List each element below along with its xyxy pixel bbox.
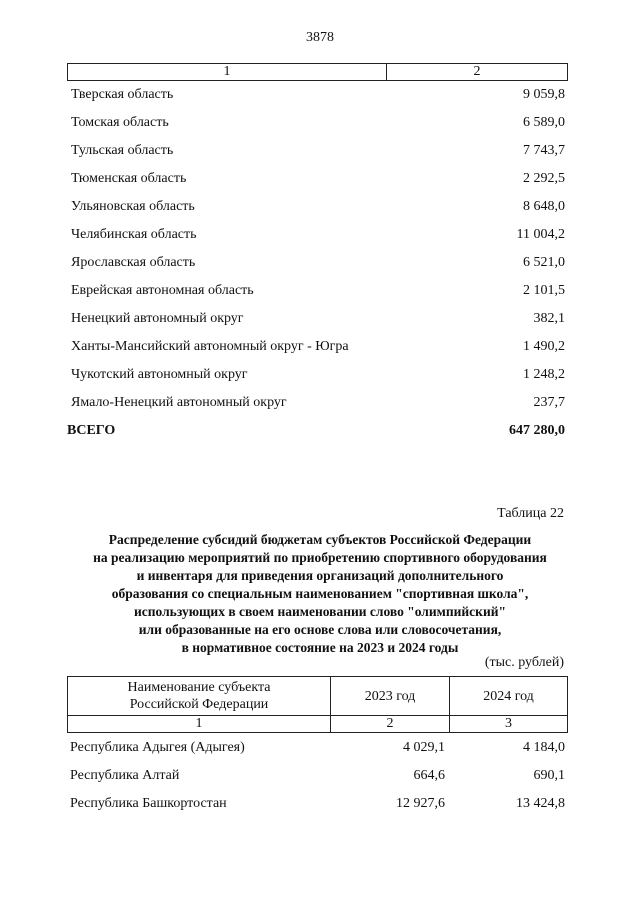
table-row bbox=[67, 139, 568, 167]
table-row bbox=[67, 736, 568, 764]
title-line: в нормативное состояние на 2023 и 2024 годы bbox=[181, 640, 459, 655]
region-name: Ненецкий автономный округ bbox=[71, 311, 244, 326]
table-row bbox=[67, 279, 568, 307]
col-number-3: 3 bbox=[450, 716, 568, 733]
table1-col-header-1: 1 bbox=[68, 64, 387, 81]
col-header-subject-line1: Наименование субъекта bbox=[127, 680, 271, 695]
region-value: 8 648,0 bbox=[523, 199, 565, 214]
region-value: 6 589,0 bbox=[523, 115, 565, 130]
region-name: Республика Башкортостан bbox=[70, 796, 227, 811]
region-value: 1 248,2 bbox=[523, 367, 565, 382]
col-header-subject-line2: Российской Федерации bbox=[129, 697, 269, 712]
table2-header bbox=[67, 676, 568, 733]
value-2024: 13 424,8 bbox=[516, 796, 565, 811]
region-name: Тульская область bbox=[71, 143, 174, 158]
value-2023: 12 927,6 bbox=[396, 796, 445, 811]
table-row bbox=[67, 391, 568, 419]
region-name: Ханты-Мансийский автономный округ - Югра bbox=[71, 339, 349, 354]
table-row bbox=[67, 792, 568, 820]
region-name: Челябинская область bbox=[71, 227, 197, 242]
value-2024: 4 184,0 bbox=[523, 740, 565, 755]
region-value: 7 743,7 bbox=[523, 143, 565, 158]
title-line: использующих в своем наименовании слово "олимпийский" bbox=[133, 604, 507, 619]
table-number: Таблица 22 bbox=[497, 506, 564, 521]
total-row bbox=[67, 419, 568, 447]
table-row bbox=[67, 307, 568, 335]
col-number-2: 2 bbox=[331, 716, 450, 733]
title-line: Распределение субсидий бюджетам субъектов Российской Федерации bbox=[108, 532, 532, 547]
region-name: Республика Алтай bbox=[70, 768, 180, 783]
table-row bbox=[67, 335, 568, 363]
region-name: Тверская область bbox=[71, 87, 174, 102]
region-value: 2 101,5 bbox=[523, 283, 565, 298]
title-line: на реализацию мероприятий по приобретению спортивного оборудования bbox=[93, 550, 547, 565]
title-line: образования со специальным наименованием "спортивная школа", bbox=[111, 586, 529, 601]
table-row bbox=[67, 251, 568, 279]
region-value: 9 059,8 bbox=[523, 87, 565, 102]
page-number: 3878 bbox=[306, 30, 334, 45]
table-row bbox=[67, 764, 568, 792]
col-number-1: 1 bbox=[68, 716, 331, 733]
table-row bbox=[67, 83, 568, 111]
region-name: Ярославская область bbox=[71, 255, 196, 270]
table-row bbox=[67, 167, 568, 195]
table2-body bbox=[67, 736, 568, 820]
col-header-2023: 2023 год bbox=[331, 677, 450, 716]
col-header-subject bbox=[68, 677, 331, 716]
table-row bbox=[67, 195, 568, 223]
title-line: или образованные на его основе слова или словосочетания, bbox=[138, 622, 502, 637]
region-name: Ульяновская область bbox=[71, 199, 195, 214]
region-name: Еврейская автономная область bbox=[71, 283, 254, 298]
region-value: 11 004,2 bbox=[516, 227, 565, 242]
total-value: 647 280,0 bbox=[509, 423, 565, 438]
value-2024: 690,1 bbox=[533, 768, 565, 783]
region-name: Республика Адыгея (Адыгея) bbox=[70, 740, 245, 755]
table1-body bbox=[67, 83, 568, 447]
value-2023: 4 029,1 bbox=[403, 740, 445, 755]
table-title bbox=[40, 531, 600, 657]
region-value: 2 292,5 bbox=[523, 171, 565, 186]
units-label: (тыс. рублей) bbox=[484, 655, 564, 670]
value-2023: 664,6 bbox=[413, 768, 445, 783]
region-name: Тюменская область bbox=[71, 171, 187, 186]
table-row bbox=[67, 363, 568, 391]
region-value: 382,1 bbox=[533, 311, 565, 326]
title-line: и инвентаря для приведения организаций дополнительного bbox=[136, 568, 504, 583]
region-value: 6 521,0 bbox=[523, 255, 565, 270]
region-value: 1 490,2 bbox=[523, 339, 565, 354]
table-row bbox=[67, 111, 568, 139]
region-name: Чукотский автономный округ bbox=[71, 367, 248, 382]
region-value: 237,7 bbox=[533, 395, 565, 410]
col-header-2024: 2024 год bbox=[450, 677, 568, 716]
table-row bbox=[67, 223, 568, 251]
region-name: Ямало-Ненецкий автономный округ bbox=[71, 395, 287, 410]
total-label: ВСЕГО bbox=[67, 423, 116, 438]
table1-header bbox=[67, 63, 568, 81]
table1-col-header-2: 2 bbox=[387, 64, 568, 81]
region-name: Томская область bbox=[71, 115, 169, 130]
